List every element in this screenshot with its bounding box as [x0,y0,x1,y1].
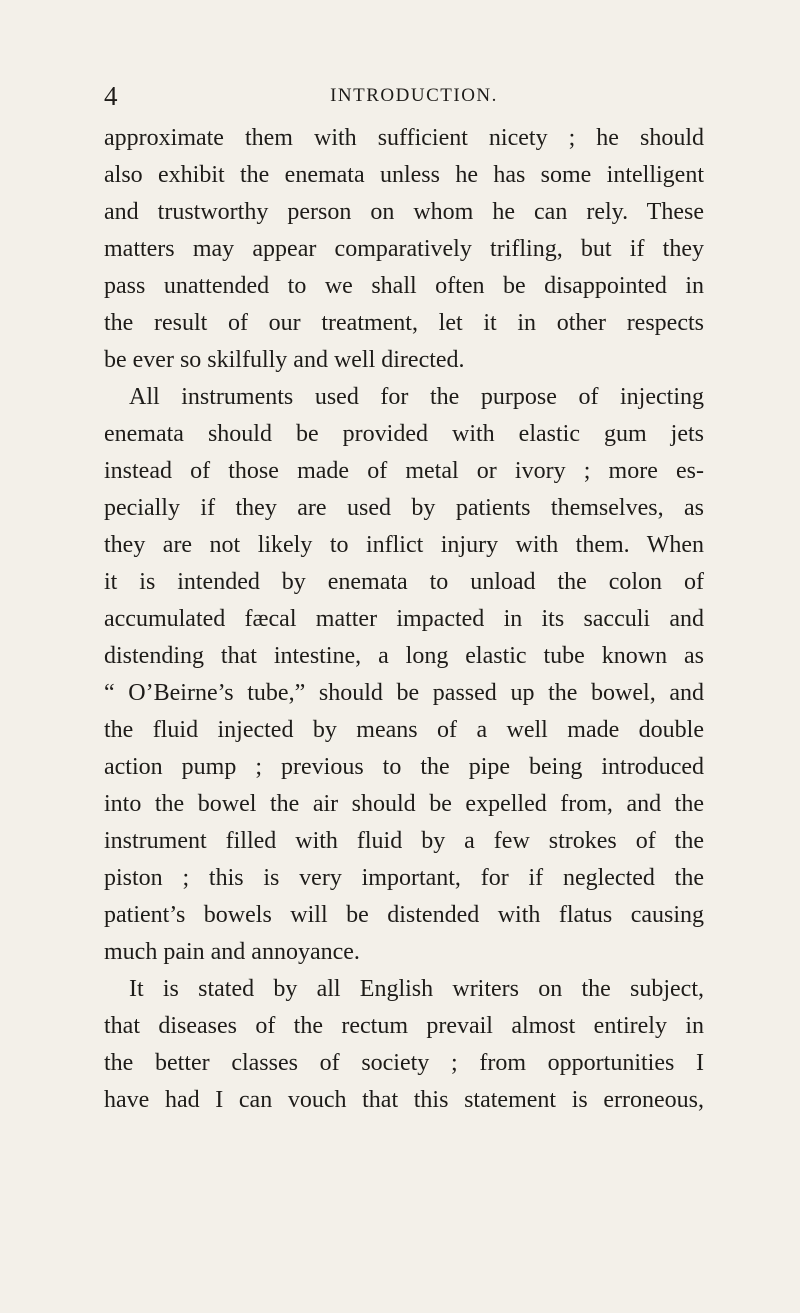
text-line: enemata should be provided with elastic gum jets [104,421,704,447]
text-line: piston ; this is very important, for if neglected the [104,865,704,891]
text-line: All instruments used for the purpose of injecting [129,384,704,410]
text-line: be ever so skilfully and well directed. [104,347,465,373]
text-line: instead of those made of metal or ivory ; more es- [104,458,704,484]
text-line: and trustworthy person on whom he can rely. These [104,199,704,225]
page-number: 4 [104,81,118,111]
text-line: distending that intestine, a long elastic tube known as [104,643,704,669]
text-line: “ O’Beirne’s tube,” should be passed up the bowel, and [104,680,704,706]
text-line: patient’s bowels will be distended with flatus causing [104,902,704,928]
text-line: the better classes of society ; from opportunities I [104,1050,704,1076]
running-title: INTRODUCTION. [330,85,498,106]
running-head [104,76,700,116]
text-line: accumulated fæcal matter impacted in its sacculi and [104,606,704,632]
text-line: it is intended by enemata to unload the colon of [104,569,704,595]
text-line: pass unattended to we shall often be disappointed in [104,273,704,299]
body-text [104,120,704,1119]
text-line: much pain and annoyance. [104,939,360,965]
text-line: instrument filled with fluid by a few strokes of the [104,828,704,854]
text-line: into the bowel the air should be expelled from, and the [104,791,704,817]
text-line: that diseases of the rectum prevail almost entirely in [104,1013,704,1039]
text-line: It is stated by all English writers on the subject, [129,976,704,1002]
text-line: also exhibit the enemata unless he has some intelligent [104,162,704,188]
text-line: they are not likely to inflict injury with them. When [104,532,704,558]
text-line: have had I can vouch that this statement is erroneous, [104,1087,704,1113]
text-line: approximate them with sufficient nicety ; he should [104,125,704,151]
text-line: the result of our treatment, let it in other respects [104,310,704,336]
text-line: matters may appear comparatively trifling, but if they [104,236,704,262]
text-line: action pump ; previous to the pipe being introduced [104,754,704,780]
text-line: the fluid injected by means of a well made double [104,717,704,743]
text-line: pecially if they are used by patients themselves, as [104,495,704,521]
